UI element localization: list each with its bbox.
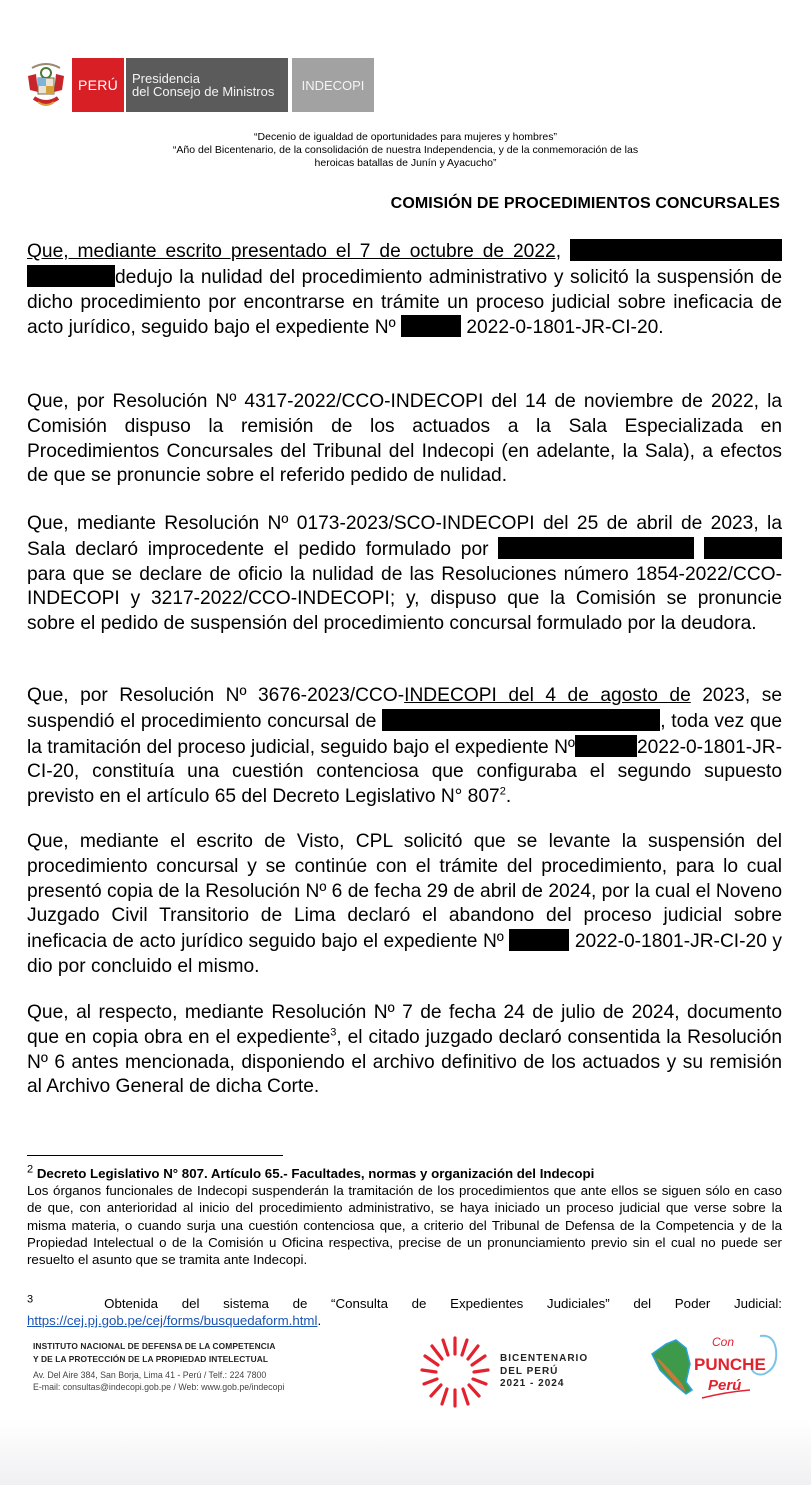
peru-map-icon (646, 1330, 782, 1402)
institute-address: Av. Del Aire 384, San Borja, Lima 41 - Perú / Telf.: 224 7800 (33, 1370, 267, 1380)
indecopi-logo-block (292, 58, 374, 112)
institute-name-line1: INSTITUTO NACIONAL DE DEFENSA DE LA COMPETENCIA (33, 1341, 276, 1351)
redaction-box (509, 929, 569, 951)
p3-text-a: Que, mediante Resolución Nº 0173-2023/SCO-INDECOPI del 25 de abril de 2023, la Sala declaró improcedente el pedido formulado por (27, 513, 782, 560)
pcm-line2: del Consejo de Ministros (132, 84, 275, 99)
pcm-logo-block (126, 58, 288, 112)
punche-peru: Perú (708, 1377, 742, 1394)
p3-text-b: para que se declare de oficio la nulidad de las Resoluciones número 1854-2022/CCO-INDECOPI y 3217-2022/CCO-INDECOPI; y, dispuso que la Comisión se pronuncie sobre el pedido de suspensión del procedimiento concursal formulado por la deudora. (27, 563, 782, 635)
slogan-line-2: “Año del Bicentenario, de la consolidación de nuestra Independencia, y de la conmemoración de las (172, 144, 639, 156)
bicentenario-line2: DEL PERÚ (500, 1365, 559, 1377)
bicentenario-line1: BICENTENARIO (500, 1353, 589, 1365)
footnote-2-number: 2 (27, 1163, 34, 1176)
institute-footer (33, 1340, 284, 1393)
paragraph-5 (27, 830, 782, 980)
footnote-3-text: Obtenida del sistema de “Consulta de Expedientes Judiciales” del Poder Judicial: (104, 1296, 782, 1311)
punche-main: PUNCHE (694, 1355, 766, 1374)
paragraph-6 (27, 1001, 782, 1100)
footnote-separator (27, 1155, 283, 1156)
institute-name-line2: Y DE LA PROTECCIÓN DE LA PROPIEDAD INTELECTUAL (33, 1353, 269, 1364)
footnote-3 (27, 1295, 782, 1329)
footnote-2-text: Los órganos funcionales de Indecopi suspenderán la tramitación de los procedimientos que ante ellos se siguen sólo en caso de que, con anterioridad al inicio del procedimiento administrativo, se haya iniciado un proceso judicial que verse sobre la misma materia, o cuando surja una cuestión contenciosa que, a criterio del Tribunal de Defensa de la Competencia y de la Propiedad Intelectual o de la Comisión u Oficina respectiva, precise de un pronunciamiento previo sin el cual no puede ser resuelto el asunto que se tramita ante Indecopi. (27, 1183, 782, 1268)
footnote-ref-3[interactable]: 3 (330, 1026, 337, 1039)
redaction-box (575, 735, 637, 757)
p4-text-c: 2022-0-1801-JR-CI-20, constituía una cuestión contenciosa que configuraba el segundo supuesto previsto en el artículo 65 del Decreto Legislativo N° 807 (27, 736, 782, 808)
redaction-box (27, 265, 115, 287)
p4-text-b: , toda vez que la tramitación del proceso judicial, seguido bajo el expediente Nº (27, 710, 782, 758)
redaction-box (382, 709, 660, 731)
peru-logo-block (72, 58, 124, 112)
redaction-box (498, 537, 694, 559)
peru-label: PERÚ (77, 77, 119, 93)
institute-contact: E-mail: consultas@indecopi.gob.pe / Web: www.gob.pe/indecopi (33, 1382, 285, 1392)
slogan-line-3: heroicas batallas de Junín y Ayacucho” (314, 157, 497, 169)
p1-text-c: 2022-0-1801-JR-CI-20. (466, 317, 664, 339)
p1-text-a: Que, mediante escrito presentado el 7 de octubre de 2022, (27, 241, 562, 262)
indecopi-label: INDECOPI (301, 77, 365, 93)
p4-text-a: Que, por Resolución Nº 3676-2023/CCO- (27, 685, 405, 706)
footnote-3-number: 3 (27, 1293, 34, 1306)
bicentenario-logo (420, 1334, 588, 1410)
footnote-2-title: Decreto Legislativo N° 807. Artículo 65.- Facultades, normas y organización del Indecopi (36, 1166, 595, 1181)
header-logos (24, 58, 374, 112)
redaction-box (704, 537, 782, 559)
footnote-3-end: . (317, 1313, 322, 1329)
pcm-line1: Presidencia (132, 71, 200, 86)
p6-text-a: Que, al respecto, mediante Resolución Nº 7 de fecha 24 de julio de 2024, documento que en copia obra en el expediente (27, 1002, 782, 1048)
paragraph-4 (27, 684, 782, 810)
slogan-line-1: “Decenio de igualdad de oportunidades para mujeres y hombres” (254, 131, 557, 143)
redaction-box (570, 239, 782, 261)
bicentenario-sunburst-icon (420, 1334, 490, 1410)
p5-text-b: 2022-0-1801-JR-CI-20 y dio por concluido el mismo. (27, 931, 782, 977)
paragraph-3 (27, 512, 782, 637)
footnote-ref-2[interactable]: 2 (499, 785, 506, 798)
p4-end: . (505, 786, 512, 808)
paragraph-2 (27, 390, 782, 489)
p5-text-a: Que, mediante el escrito de Visto, CPL solicitó que se levante la suspensión del procedimiento concursal y se continúe con el trámite del procedimiento, para lo cual presentó copia de la Resolución Nº 6 de fecha 29 de abril de 2024, por la cual el Noveno Juzgado Civil Transitorio de Lima declaró el abandono del proceso judicial sobre ineficacia de acto jurídico seguido bajo el expediente Nº (27, 831, 782, 953)
redaction-box (401, 315, 461, 337)
p4-text-underlined: INDECOPI del 4 de agosto de (404, 685, 691, 706)
p2-text: Que, por Resolución Nº 4317-2022/CCO-INDECOPI del 14 de noviembre de 2022, la Comisión dispuso la remisión de los actuados a la Sala Especializada en Procedimientos Concursales del Tribunal del Indecopi (en adelante, la Sala), a efectos de que se pronuncie sobre el referido pedido de nulidad. (27, 391, 782, 487)
commission-title: COMISIÓN DE PROCEDIMIENTOS CONCURSALES (390, 195, 780, 212)
con-punche-peru-logo (646, 1330, 782, 1402)
p4-text-a2: 2023, se suspendió el procedimiento concursal de (27, 685, 782, 732)
bicentenario-years: 2021 - 2024 (500, 1378, 565, 1390)
peru-coat-of-arms-icon (24, 58, 68, 112)
paragraph-1 (27, 239, 782, 341)
p6-text-b: , el citado juzgado declaró consentida la Resolución Nº 6 antes mencionada, disponiendo el archivo definitivo de los actuados y su remisión al Archivo General de dicha Corte. (27, 1026, 783, 1098)
punche-con: Con (712, 1335, 735, 1349)
footnote-2 (27, 1165, 782, 1268)
cej-link[interactable]: https://cej.pj.gob.pe/cej/forms/busquedaform.html (27, 1313, 318, 1329)
p1-text-b: dedujo la nulidad del procedimiento administrativo y solicitó la suspensión de dicho procedimiento por encontrarse en trámite un proceso judicial sobre ineficacia de acto jurídico, seguido bajo el expediente Nº (27, 266, 782, 339)
official-year-slogans (0, 131, 811, 170)
